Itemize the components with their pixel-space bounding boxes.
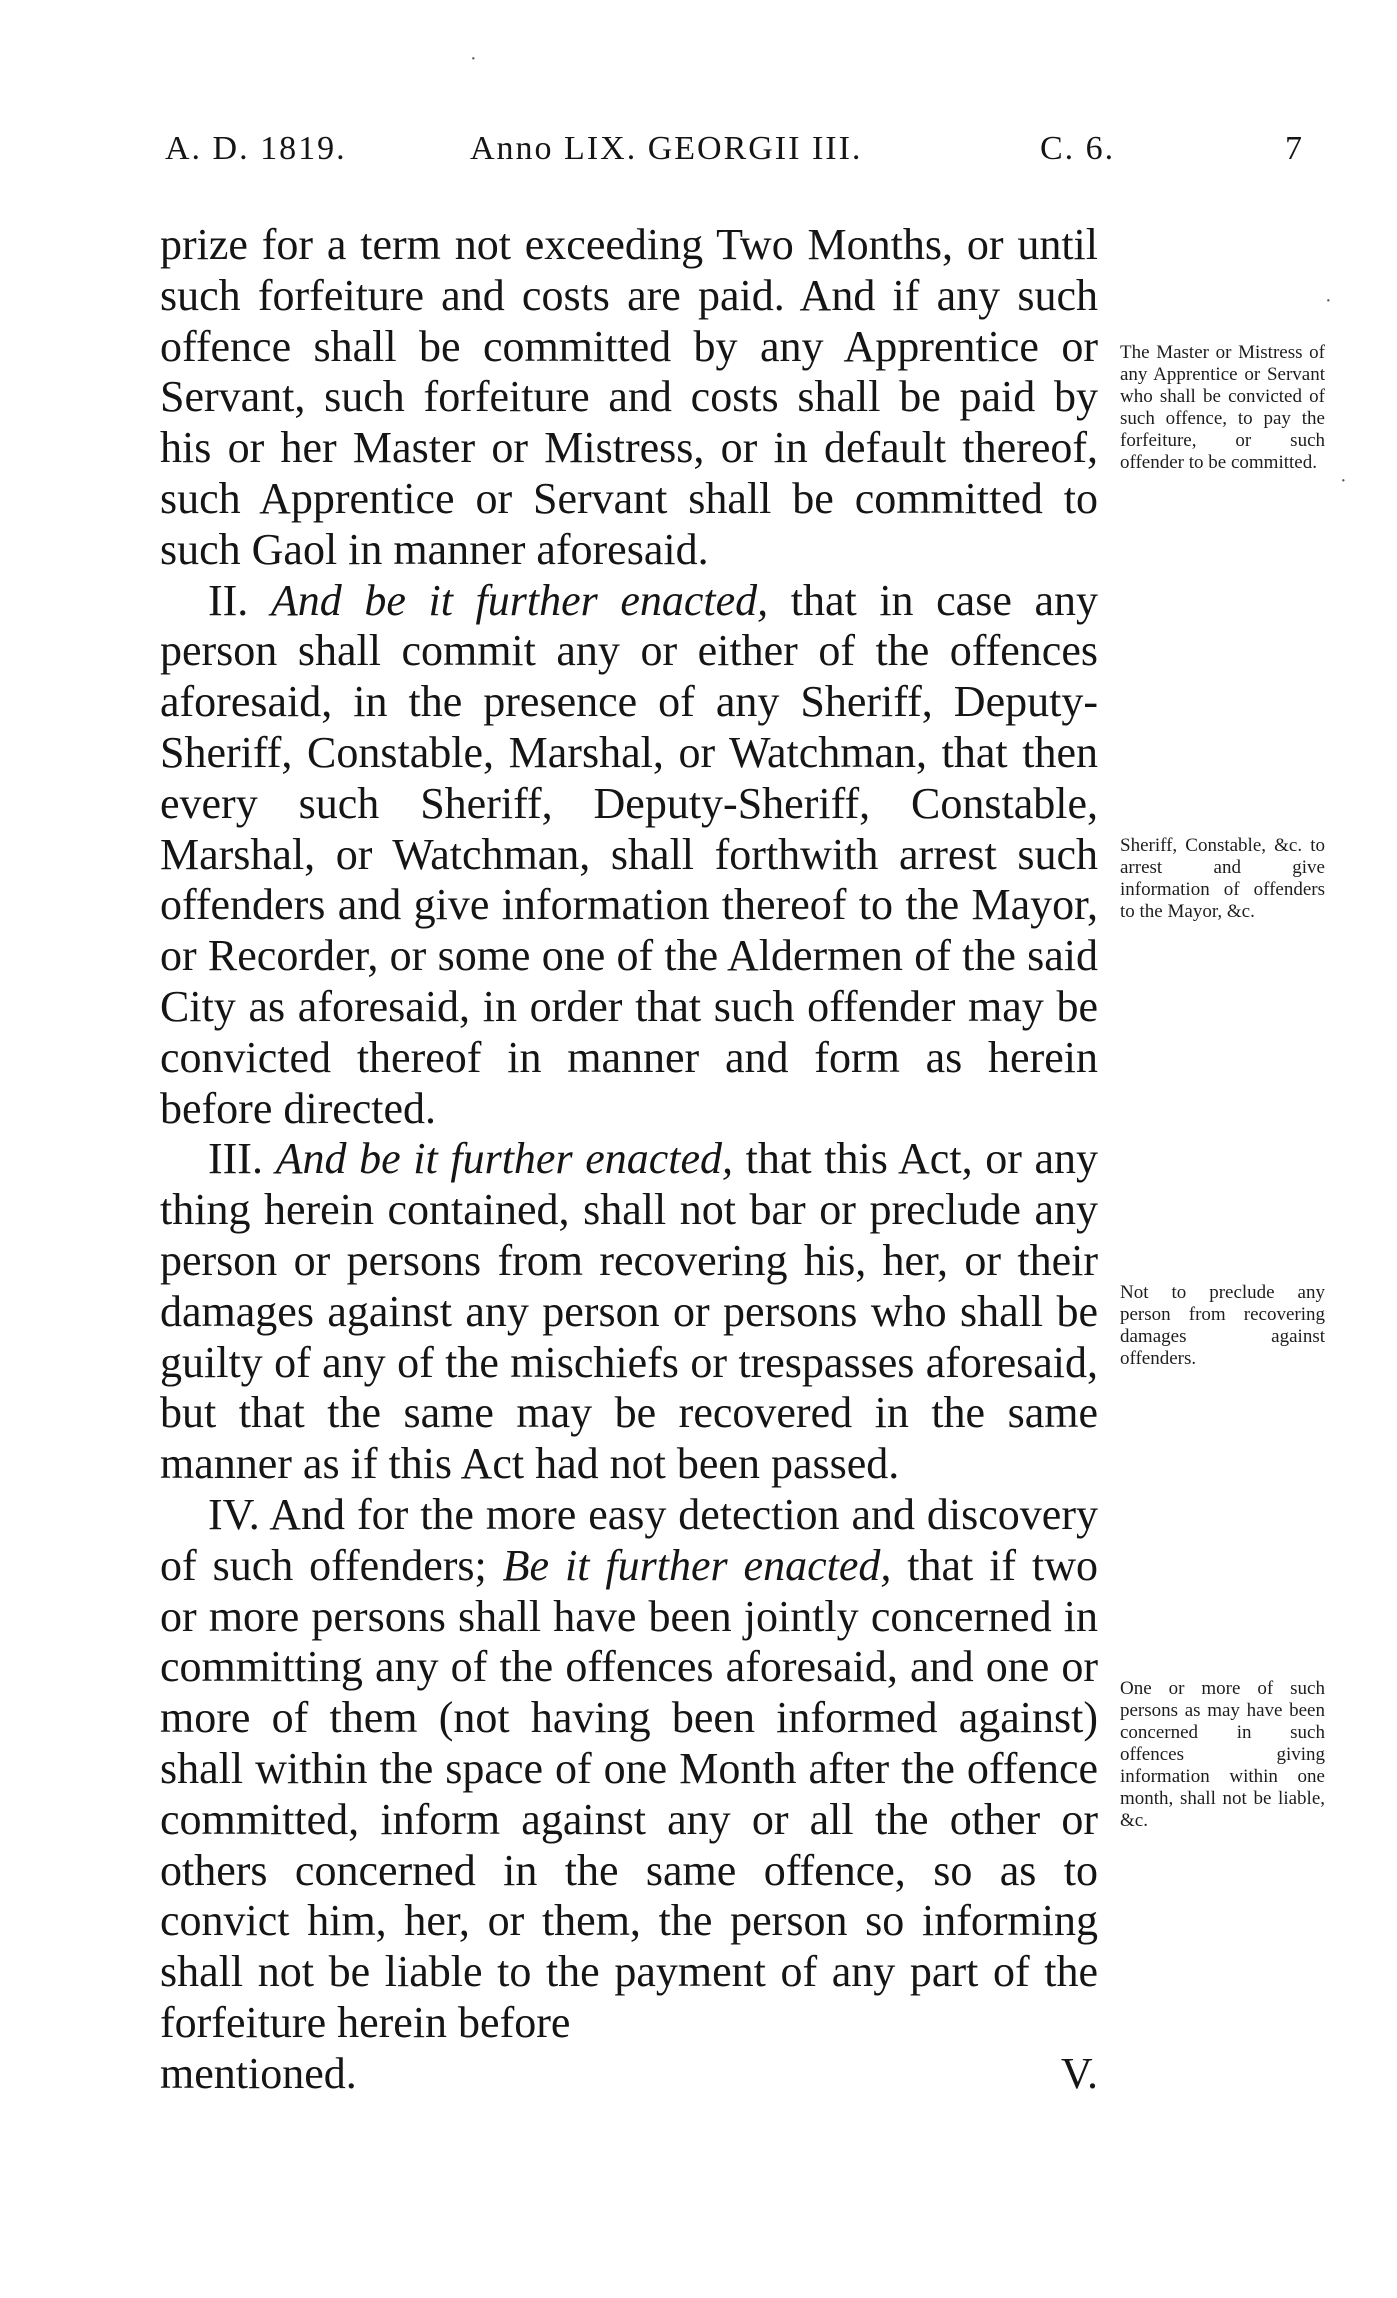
print-speck: · xyxy=(470,48,477,70)
section-3-text: that this Act, or any thing herein contained, shall not bar or preclude any person or persons from recovering his, her, or their damages against any person or persons who shall be guilty of any of the mischiefs or trespasses aforesaid, but that the same may be recovered in the same manner as if this Act had not been passed. xyxy=(160,1134,1099,1489)
section-3-enacting-clause: And be it further enacted, xyxy=(275,1134,734,1184)
marginal-note-informer: One or more of such persons as may have been concerned in such offences giving information within one month, shall not be liable, &c. xyxy=(1120,1678,1325,1831)
section-4-text: that if two or more persons shall have been jointly concerned in committing any of the offences aforesaid, and one or more of them (not having been informed against) shall within the space of one Month after the offence committed, inform against any or all the other or others concerned in the same offence, so as to convict him, her, or them, the person so informing shall not be liable to the payment of any part of the forfeiture herein before xyxy=(160,1540,1099,2047)
print-speck: · xyxy=(1325,290,1332,312)
marginal-note-damages: Not to preclude any person from recovering damages against offenders. xyxy=(1120,1282,1325,1369)
section-4-last-line xyxy=(160,2049,1098,2100)
statute-body xyxy=(160,220,1098,2099)
running-head xyxy=(165,130,1315,180)
continuation-text: prize for a term not exceeding Two Months, or until such forfeiture and costs are paid. And if any such offence shall be committed by any Apprentice or Servant, such forfeiture and costs shall be paid by his or her Master or Mistress, or in default thereof, such Apprentice or Servant shall be committed to such Gaol in manner aforesaid. xyxy=(160,220,1098,574)
marginal-note-master-liable: The Master or Mistress of any Apprentice or Servant who shall be convicted of such offence, to pay the forfeiture, or such offender to be committed. xyxy=(1120,342,1325,473)
print-speck: · xyxy=(1340,470,1347,492)
section-2-enacting-clause: And be it further enacted, xyxy=(270,575,769,625)
running-head-title: Anno LIX. GEORGII III. xyxy=(470,130,863,167)
section-4-last-words: mentioned. xyxy=(160,2048,357,2098)
catchword: V. xyxy=(1060,2048,1098,2098)
section-4-enacting-clause: Be it further enacted, xyxy=(502,1540,892,1590)
continued-paragraph xyxy=(160,220,1098,576)
marginal-note-sheriff-arrest: Sheriff, Constable, &c. to arrest and give information of offenders to the Mayor, &c. xyxy=(1120,835,1325,922)
section-2 xyxy=(160,576,1098,1135)
section-4-number: IV. xyxy=(208,1489,260,1539)
running-head-chapter: C. 6. xyxy=(1040,130,1116,167)
section-4 xyxy=(160,1490,1098,2049)
running-head-year: A. D. 1819. xyxy=(165,130,347,167)
section-3 xyxy=(160,1134,1098,1490)
section-3-number: III. xyxy=(208,1134,263,1184)
section-2-number: II. xyxy=(208,575,249,625)
section-4-intro: And for the more easy detection and discovery of such offenders; xyxy=(160,1489,1098,1590)
section-2-text: that in case any person shall commit any or either of the offences aforesaid, in the presence of any Sheriff, Deputy-Sheriff, Constable, Marshal, or Watchman, that then every such Sheriff, Deputy-Sheriff, Constable, Marshal, or Watchman, shall forthwith arrest such offenders and give information thereof to the Mayor, or Recorder, or some one of the Aldermen of the said City as aforesaid, in order that such offender may be convicted thereof in manner and form as herein before directed. xyxy=(160,575,1098,1133)
page-number: 7 xyxy=(1285,130,1304,167)
